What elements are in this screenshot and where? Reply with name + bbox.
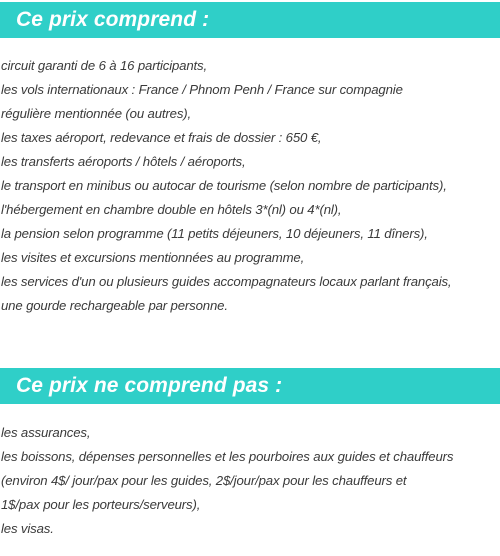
excludes-header — [0, 368, 500, 404]
list-item: le transport en minibus ou autocar de tourisme (selon nombre de participants), — [1, 178, 447, 193]
list-item: les transferts aéroports / hôtels / aéroports, — [1, 154, 246, 169]
list-item: les vols internationaux : France / Phnom Penh / France sur compagnie — [1, 82, 403, 97]
list-item: les visites et excursions mentionnées au programme, — [1, 250, 305, 265]
list-item: les taxes aéroport, redevance et frais de dossier : 650 €, — [1, 130, 322, 145]
list-item: 1$/pax pour les porteurs/serveurs), — [1, 497, 201, 512]
includes-list — [1, 54, 500, 318]
list-item: (environ 4$/ jour/pax pour les guides, 2$/jour/pax pour les chauffeurs et — [1, 473, 407, 488]
excludes-title: Ce prix ne comprend pas : — [16, 374, 283, 397]
list-item: régulière mentionnée (ou autres), — [1, 106, 192, 121]
list-item: les services d'un ou plusieurs guides accompagnateurs locaux parlant français, — [1, 274, 452, 289]
list-item: les boissons, dépenses personnelles et les pourboires aux guides et chauffeurs — [1, 449, 454, 464]
list-item: la pension selon programme (11 petits déjeuners, 10 déjeuners, 11 dîners), — [1, 226, 428, 241]
list-item: une gourde rechargeable par personne. — [1, 298, 228, 313]
excludes-list — [1, 421, 500, 541]
list-item: l'hébergement en chambre double en hôtels 3*(nl) ou 4*(nl), — [1, 202, 342, 217]
list-item: les visas. — [1, 521, 54, 536]
list-item: les assurances, — [1, 425, 91, 440]
includes-title: Ce prix comprend : — [16, 8, 210, 31]
list-item: circuit garanti de 6 à 16 participants, — [1, 58, 208, 73]
includes-header — [0, 2, 500, 38]
